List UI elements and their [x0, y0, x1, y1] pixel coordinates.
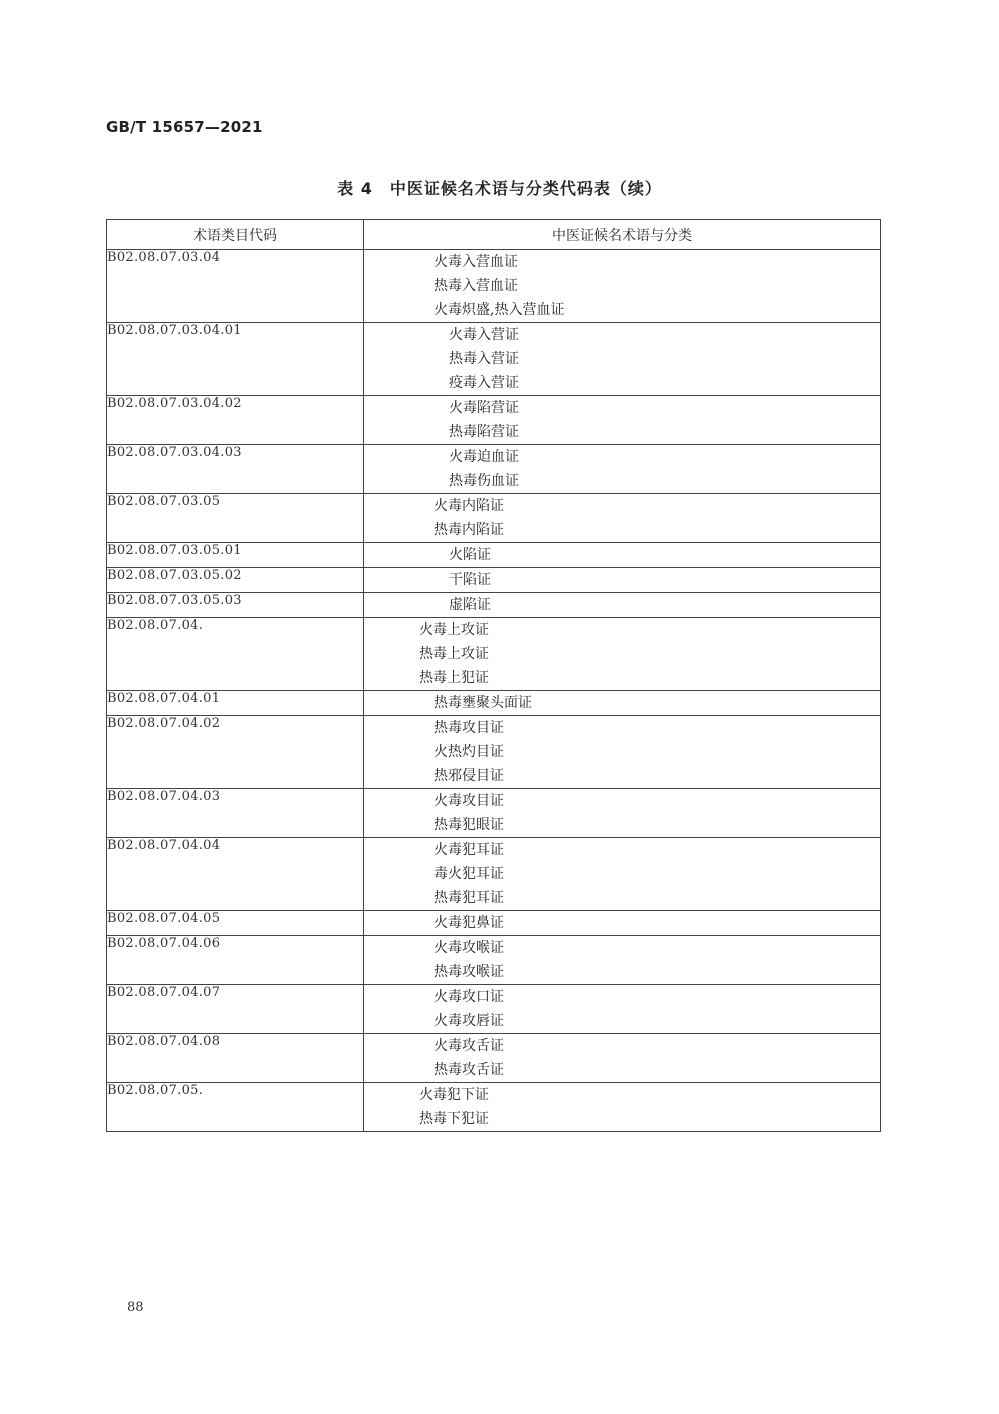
syndrome-term: 热毒下犯证 [419, 1111, 489, 1127]
category-code: B02.08.07.03.04 [107, 250, 364, 323]
table-row [107, 838, 881, 911]
term-list [364, 618, 881, 691]
syndrome-term: 火毒攻唇证 [434, 1013, 504, 1029]
header-code: 术语类目代码 [107, 220, 364, 250]
standard-id: GB/T 15657—2021 [106, 118, 263, 136]
table-row [107, 494, 881, 543]
category-code: B02.08.07.03.04.03 [107, 445, 364, 494]
term-list [364, 1083, 881, 1132]
category-code: B02.08.07.03.05.02 [107, 568, 364, 593]
syndrome-term: 火毒上攻证 [419, 622, 489, 638]
term-list [364, 716, 881, 789]
header-terms: 中医证候名术语与分类 [364, 220, 881, 250]
syndrome-term: 火陷证 [449, 547, 491, 563]
syndrome-term: 火毒陷营证 [449, 400, 519, 416]
term-list [364, 985, 881, 1034]
category-code: B02.08.07.04.05 [107, 911, 364, 936]
syndrome-term: 热毒陷营证 [449, 424, 519, 440]
table-row [107, 445, 881, 494]
table-row [107, 568, 881, 593]
table-row [107, 250, 881, 323]
term-list [364, 593, 881, 618]
category-code: B02.08.07.04.01 [107, 691, 364, 716]
syndrome-term: 虚陷证 [449, 597, 491, 613]
table-row [107, 911, 881, 936]
table-caption: 表 4 中医证候名术语与分类代码表（续） [337, 179, 662, 198]
syndrome-term: 热毒犯耳证 [434, 890, 504, 906]
syndrome-term: 热毒攻舌证 [434, 1062, 504, 1078]
term-list [364, 1034, 881, 1083]
table-row [107, 323, 881, 396]
syndrome-term: 毒火犯耳证 [434, 866, 504, 882]
syndrome-term: 火热灼目证 [434, 744, 504, 760]
category-code: B02.08.07.04.04 [107, 838, 364, 911]
syndrome-term: 热毒上攻证 [419, 646, 489, 662]
syndrome-term: 火毒入营证 [449, 327, 519, 343]
code-table [106, 219, 881, 1132]
table-row [107, 691, 881, 716]
table-row [107, 543, 881, 568]
category-code: B02.08.07.04.03 [107, 789, 364, 838]
syndrome-term: 火毒内陷证 [434, 498, 504, 514]
syndrome-term: 热毒壅聚头面证 [434, 695, 532, 711]
table-row [107, 593, 881, 618]
syndrome-term: 火毒入营血证 [434, 254, 518, 270]
syndrome-term: 火毒攻舌证 [434, 1038, 504, 1054]
table-row [107, 985, 881, 1034]
term-list [364, 691, 881, 716]
table-row [107, 1034, 881, 1083]
term-list [364, 250, 881, 323]
syndrome-term: 火毒迫血证 [449, 449, 519, 465]
syndrome-term: 热毒上犯证 [419, 670, 489, 686]
syndrome-term: 干陷证 [449, 572, 491, 588]
term-list [364, 911, 881, 936]
category-code: B02.08.07.03.05 [107, 494, 364, 543]
category-code: B02.08.07.04.06 [107, 936, 364, 985]
syndrome-term: 疫毒入营证 [449, 375, 519, 391]
syndrome-term: 热毒伤血证 [449, 473, 519, 489]
term-list [364, 838, 881, 911]
table-header-row [107, 220, 881, 250]
category-code: B02.08.07.03.05.03 [107, 593, 364, 618]
syndrome-term: 火毒攻目证 [434, 793, 504, 809]
term-list [364, 494, 881, 543]
syndrome-term: 火毒犯下证 [419, 1087, 489, 1103]
table-row [107, 716, 881, 789]
category-code: B02.08.07.04.02 [107, 716, 364, 789]
term-list [364, 789, 881, 838]
term-list [364, 323, 881, 396]
syndrome-term: 热毒犯眼证 [434, 817, 504, 833]
table-row [107, 396, 881, 445]
table-body [107, 250, 881, 1132]
term-list [364, 396, 881, 445]
syndrome-term: 火毒犯耳证 [434, 842, 504, 858]
term-list [364, 445, 881, 494]
syndrome-term: 火毒攻口证 [434, 989, 504, 1005]
table-row [107, 618, 881, 691]
category-code: B02.08.07.04.08 [107, 1034, 364, 1083]
table-row [107, 936, 881, 985]
syndrome-term: 火毒攻喉证 [434, 940, 504, 956]
term-list [364, 568, 881, 593]
syndrome-term: 火毒犯鼻证 [434, 915, 504, 931]
page-number: 88 [127, 1300, 144, 1315]
category-code: B02.08.07.03.04.01 [107, 323, 364, 396]
syndrome-term: 热邪侵目证 [434, 768, 504, 784]
syndrome-term: 热毒入营血证 [434, 278, 518, 294]
table-row [107, 1083, 881, 1132]
term-list [364, 543, 881, 568]
syndrome-term: 火毒炽盛,热入营血证 [434, 302, 565, 318]
table-row [107, 789, 881, 838]
category-code: B02.08.07.05. [107, 1083, 364, 1132]
syndrome-term: 热毒攻喉证 [434, 964, 504, 980]
category-code: B02.08.07.04. [107, 618, 364, 691]
syndrome-term: 热毒内陷证 [434, 522, 504, 538]
syndrome-term: 热毒攻目证 [434, 720, 504, 736]
category-code: B02.08.07.03.04.02 [107, 396, 364, 445]
term-list [364, 936, 881, 985]
category-code: B02.08.07.04.07 [107, 985, 364, 1034]
category-code: B02.08.07.03.05.01 [107, 543, 364, 568]
syndrome-term: 热毒入营证 [449, 351, 519, 367]
